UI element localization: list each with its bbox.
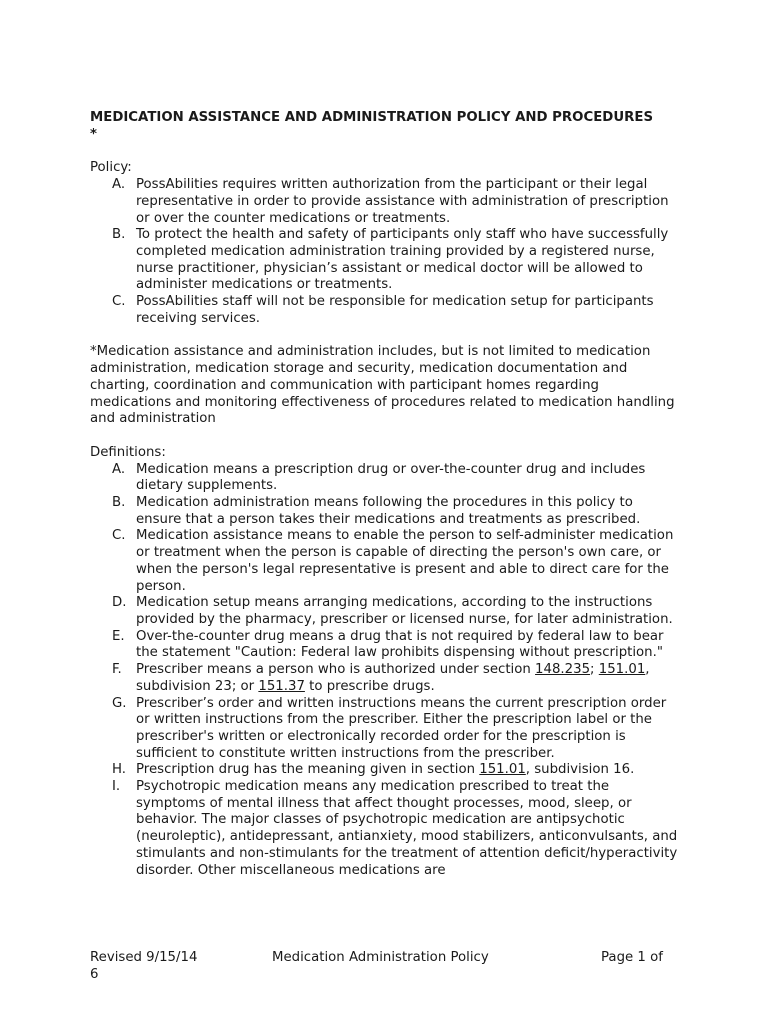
link-151-01[interactable]: 151.01 bbox=[598, 662, 646, 678]
policy-item-a: A. PossAbilities requires written authorization from the participant or their legal representative in order to provide assistance with administration of prescription or over the counter medications or treatments. bbox=[112, 177, 669, 226]
footer-page-total: 6 bbox=[90, 967, 99, 982]
definition-item-f: F. Prescriber means a person who is authorized under section 148.235; 151.01, subdivision 23; or 151.37 to prescribe drugs. bbox=[112, 662, 650, 694]
definition-item-g: G. Prescriber’s order and written instructions means the current prescription order or written instructions from the prescriber. Either the prescription label or the prescriber's written or electronically recorded order for the prescription is sufficient to constitute written instructions from the prescriber. bbox=[112, 695, 667, 761]
footer-doc-name: Medication Administration Policy bbox=[272, 950, 489, 965]
definitions-list bbox=[90, 462, 680, 880]
definition-item-i: I. Psychotropic medication means any medication prescribed to treat the symptoms of mental illness that affect thought processes, mood, sleep, or behavior. The major classes of psychotropic medication are antipsychotic (neuroleptic), antidepressant, antianxiety, mood stabilizers, anticonvulsants, and stimulants and non-stimulants for the treatment of attention deficit/hyperactivity disorder. Other miscellaneous medications are bbox=[112, 779, 678, 878]
document-body bbox=[90, 110, 680, 879]
definition-item-d: D. Medication setup means arranging medications, according to the instructions provided by the pharmacy, prescriber or licensed nurse, for later administration. bbox=[112, 595, 673, 627]
link-151-01-sub16[interactable]: 151.01 bbox=[479, 762, 526, 778]
definition-item-h: H. Prescription drug has the meaning given in section 151.01, subdivision 16. bbox=[112, 762, 635, 778]
link-151-37[interactable]: 151.37 bbox=[258, 678, 305, 694]
footer-page-prefix: Page 1 of bbox=[601, 950, 663, 965]
definition-item-e: E. Over-the-counter drug means a drug that is not required by federal law to bear the statement "Caution: Federal law prohibits dispensing without prescription." bbox=[112, 628, 664, 661]
definition-item-a: A. Medication means a prescription drug or over-the-counter drug and includes dietary supplements. bbox=[112, 461, 646, 494]
footer-revised: Revised 9/15/14 bbox=[90, 950, 198, 965]
document-title: MEDICATION ASSISTANCE AND ADMINISTRATION POLICY AND PROCEDURES * bbox=[90, 110, 654, 142]
policy-list bbox=[90, 177, 680, 327]
policy-label: Policy: bbox=[90, 160, 132, 176]
definitions-label: Definitions: bbox=[90, 444, 166, 460]
policy-item-b: B. To protect the health and safety of participants only staff who have successfully completed medication administration training provided by a registered nurse, nurse practitioner, physician’s assistant or medical doctor will be allowed to administer medications or treatments. bbox=[112, 227, 669, 293]
medication-note: *Medication assistance and administration includes, but is not limited to medication administration, medication storage and security, medication documentation and charting, coordination and communication with participant homes regarding medications and monitoring effectiveness of procedures related to medication handling and administration bbox=[90, 344, 675, 427]
link-148-235[interactable]: 148.235 bbox=[535, 662, 591, 678]
policy-item-c: C. PossAbilities staff will not be responsible for medication setup for participants receiving services. bbox=[112, 294, 654, 326]
definition-item-b: B. Medication administration means following the procedures in this policy to ensure that a person takes their medications and treatments as prescribed. bbox=[112, 495, 641, 527]
definition-item-c: C. Medication assistance means to enable the person to self-administer medication or treatment when the person is capable of directing the person's own care, or when the person's legal representative is present and able to direct care for the person. bbox=[112, 528, 674, 594]
